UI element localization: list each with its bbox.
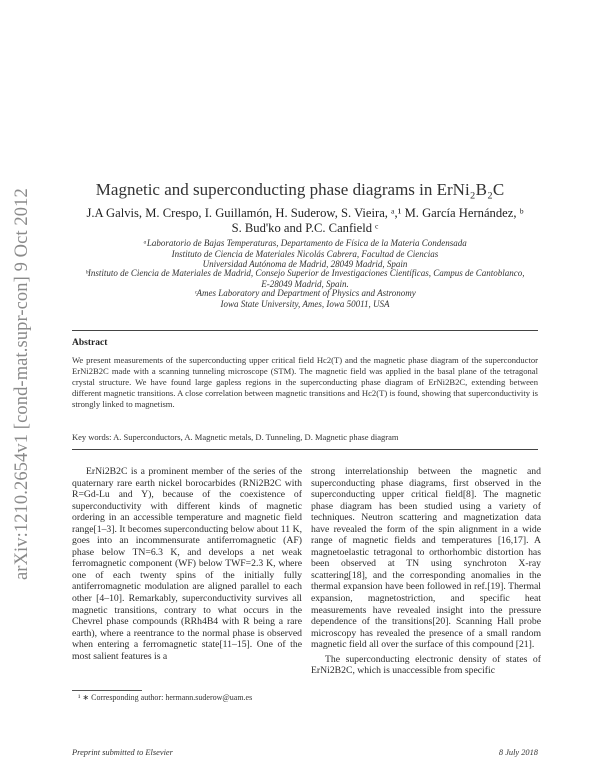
footnote-rule xyxy=(72,690,142,691)
footnote: ¹ ∗ Corresponding author: hermann.suderow@uam.es xyxy=(78,693,253,702)
affiliation-c xyxy=(70,288,540,309)
paragraph: strong interrelationship between the magnetic and superconducting phase diagrams, first observed in the superconducting upper critical field[8]. The magnetic phase diagram has been studied using a variety of techniques. Neutron scattering and magnetization data have revealed the form of the spin alignment in a wide range of magnetic fields and temperatures [16,17]. A magnetoelastic tetragonal to orthorhombic distortion has been observed at TN using synchroton X-ray scattering[18], and the corresponding anomalies in the thermal expansion have been followed in ref.[19]. Thermal expansion, magnetostriction, and specific heat measurements have revealed insight into the pressure dependence of the transitions[20]. Scanning Hall probe microscopy has revealed the presence of a small random magnetic field all over the surface of this compound [21]. xyxy=(311,466,541,651)
arxiv-stamp xyxy=(2,150,42,580)
footer-date: 8 July 2018 xyxy=(498,748,538,757)
keywords: Key words: A. Superconductors, A. Magnetic metals, D. Tunneling, D. Magnetic phase diagram xyxy=(72,432,399,442)
paper-title: Magnetic and superconducting phase diagrams in ErNi₂B₂C xyxy=(95,180,505,199)
abstract-heading: Abstract xyxy=(72,338,108,348)
abstract-text: We present measurements of the superconducting upper critical field Hc2(T) and the magnetic phase diagram of the superconductor ErNi2B2C made with a scanning tunneling microscope (STM). The magnetic field was applied in the basal plane of the tetragonal crystal structure. We have found large gapless regions in the superconducting phase diagram of ErNi2B2C, extending between different magnetic transitions. A close correlation between magnetic transitions and Hc2(T) is found, showing that superconductivity is strongly linked to magnetism. xyxy=(72,355,538,409)
author-line-2: S. Bud'ko and P.C. Canfield ᶜ xyxy=(231,221,379,235)
affiliation-a-line3: Universidad Autónoma de Madrid, 28049 Madrid, Spain xyxy=(202,259,408,269)
abstract-bottom-rule xyxy=(72,449,538,450)
affiliation-b xyxy=(70,268,540,289)
author-list xyxy=(70,206,540,236)
body-column-right xyxy=(311,466,541,677)
affiliation-a xyxy=(70,238,540,270)
footer-preprint-note: Preprint submitted to Elsevier xyxy=(72,748,173,757)
affiliation-a-line2: Instituto de Ciencia de Materiales Nicolás Cabrera, Facultad de Ciencias xyxy=(171,248,439,259)
affiliation-b-line2: E-28049 Madrid, Spain. xyxy=(261,278,349,289)
affiliation-c-line1: ᶜAmes Laboratory and Department of Physics and Astronomy xyxy=(194,288,416,298)
body-column-left xyxy=(72,466,302,662)
paragraph: ErNi2B2C is a prominent member of the series of the quaternary rare earth nickel borocarbides (RNi2B2C with R=Gd-Lu and Y), because of the coexistence of superconductivity with different kinds of magnetic ordering in an accessible temperature and magnetic field range[1–3]. It becomes superconducting below about 11 K, goes into an incommensurate antiferromagnetic (AF) phase below TN=6.3 K, and develops a net weak ferromagnetic component (WF) below TWF=2.3 K, where one of each twenty spins of the initially fully antiferromagnetic modulation are aligned parallel to each other [4–10]. Remarkably, superconductivity survives all magnetic transitions, contrary to what occurs in the Chevrel phase compounds (RRh4B4 with R being a rare earth), where a reentrance to the normal phase is observed when entering a ferromagnetic state[11–15]. One of the most salient features is a xyxy=(72,466,302,662)
affiliation-b-line1: ᵇInstituto de Ciencia de Materiales de Madrid, Consejo Superior de Investigaciones Científicas, Campus de Cantoblanco, xyxy=(85,268,525,278)
paragraph: The superconducting electronic density of states of ErNi2B2C, which is unaccessible from specific xyxy=(311,653,541,677)
author-line-1: J.A Galvis, M. Crespo, I. Guillamón, H. Suderow, S. Vieira, ᵃ,¹ M. García Hernández, ᵇ xyxy=(86,206,524,220)
affiliation-a-line1: ᵃLaboratorio de Bajas Temperaturas, Departamento de Física de la Materia Condensada xyxy=(143,238,467,248)
arxiv-identifier[interactable]: arXiv:1210.2654v1 [cond-mat.supr-con] 9 Oct 2012 xyxy=(12,188,32,580)
affiliation-c-line2: Iowa State University, Ames, Iowa 50011, USA xyxy=(220,298,390,309)
abstract-top-rule xyxy=(72,330,538,331)
